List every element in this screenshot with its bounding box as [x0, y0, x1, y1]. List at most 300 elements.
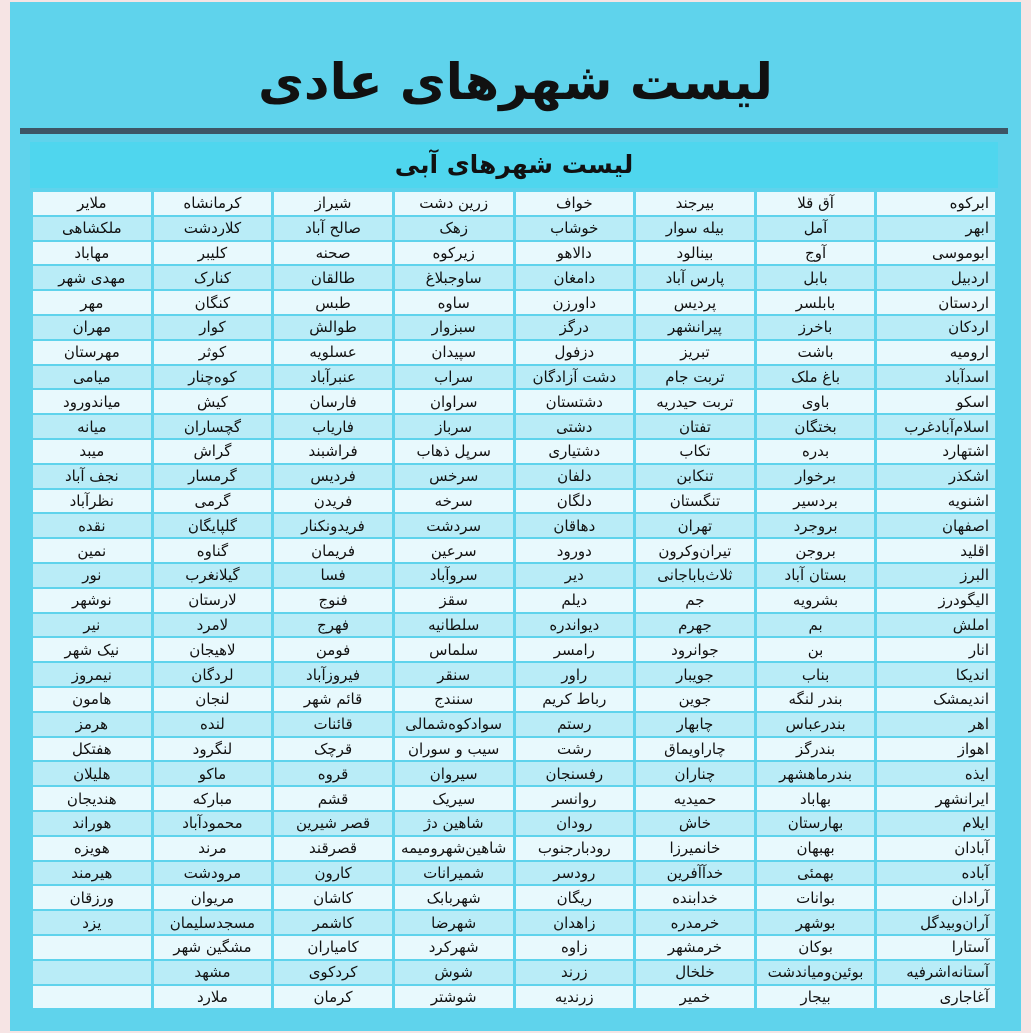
city-cell: زهک	[395, 217, 513, 240]
city-cell: اهر	[877, 713, 995, 736]
city-cell: کیش	[154, 390, 272, 413]
city-cell: هفتکل	[33, 738, 151, 761]
city-cell: تنکابن	[636, 465, 754, 488]
city-cell: مهدی شهر	[33, 266, 151, 289]
city-cell: زرندیه	[516, 986, 634, 1009]
city-cell: دشتستان	[516, 390, 634, 413]
city-cell: خواف	[516, 192, 634, 215]
city-cell: رودان	[516, 812, 634, 835]
city-cell: ارومیه	[877, 341, 995, 364]
city-cell: میانه	[33, 415, 151, 438]
city-cell: ساوه	[395, 291, 513, 314]
city-cell: ثلاث‌باباجانی	[636, 564, 754, 587]
city-cell: کارون	[274, 862, 392, 885]
city-cell: تفتان	[636, 415, 754, 438]
city-cell: شمیرانات	[395, 862, 513, 885]
city-cell: آستانه‌اشرفیه	[877, 961, 995, 984]
table-row	[33, 366, 995, 389]
city-cell: قرچک	[274, 738, 392, 761]
city-cell: میبد	[33, 440, 151, 463]
city-cell: باغ ملک	[757, 366, 875, 389]
city-cell: بینالود	[636, 242, 754, 265]
city-cell: بیرجند	[636, 192, 754, 215]
city-cell: بندرعباس	[757, 713, 875, 736]
city-cell: البرز	[877, 564, 995, 587]
city-cell: سرعین	[395, 539, 513, 562]
city-cell: روانسر	[516, 787, 634, 810]
city-cell: کرمان	[274, 986, 392, 1009]
city-cell: باخرز	[757, 316, 875, 339]
city-cell: ابهر	[877, 217, 995, 240]
city-cell: فارسان	[274, 390, 392, 413]
city-cell: دیواندره	[516, 614, 634, 637]
city-cell: تهران	[636, 514, 754, 537]
city-cell: اسکو	[877, 390, 995, 413]
city-cell: خرمشهر	[636, 936, 754, 959]
table-row	[33, 341, 995, 364]
city-cell: خاش	[636, 812, 754, 835]
city-cell: اقلید	[877, 539, 995, 562]
city-cell: فریدن	[274, 490, 392, 513]
city-cell: تکاب	[636, 440, 754, 463]
city-cell: اردستان	[877, 291, 995, 314]
table-row	[33, 762, 995, 785]
city-cell: بابلسر	[757, 291, 875, 314]
city-cell: باوی	[757, 390, 875, 413]
city-cell: بناب	[757, 663, 875, 686]
city-cell: کوه‌چنار	[154, 366, 272, 389]
city-cell: هیرمند	[33, 862, 151, 885]
city-cell: ساوجبلاغ	[395, 266, 513, 289]
table-row	[33, 266, 995, 289]
city-cell: آران‌وبیدگل	[877, 911, 995, 934]
city-cell: اسلام‌آبادغرب	[877, 415, 995, 438]
city-cell: دالاهو	[516, 242, 634, 265]
table-row	[33, 986, 995, 1009]
city-cell: جوانرود	[636, 638, 754, 661]
city-cell: بوانات	[757, 886, 875, 909]
city-cell: کنارک	[154, 266, 272, 289]
city-cell: اندیکا	[877, 663, 995, 686]
city-cell: بهارستان	[757, 812, 875, 835]
table-row	[33, 564, 995, 587]
table-row	[33, 291, 995, 314]
city-cell: بیجار	[757, 986, 875, 1009]
city-cell: فهرج	[274, 614, 392, 637]
city-cell: خدابنده	[636, 886, 754, 909]
city-cell: سیریک	[395, 787, 513, 810]
city-cell: نجف آباد	[33, 465, 151, 488]
city-cell: اندیمشک	[877, 688, 995, 711]
city-cell: اردبیل	[877, 266, 995, 289]
city-cell: گلپایگان	[154, 514, 272, 537]
city-cell: قروه	[274, 762, 392, 785]
city-cell: اصفهان	[877, 514, 995, 537]
city-cell: پردیس	[636, 291, 754, 314]
city-cell: هوراند	[33, 812, 151, 835]
poster-frame	[10, 2, 1021, 1031]
city-cell: گرمسار	[154, 465, 272, 488]
table-row	[33, 663, 995, 686]
table-row	[33, 837, 995, 860]
city-cell: نیک شهر	[33, 638, 151, 661]
city-cell: کلاردشت	[154, 217, 272, 240]
city-cell: کامیاران	[274, 936, 392, 959]
city-cell: هویزه	[33, 837, 151, 860]
city-cell: رشت	[516, 738, 634, 761]
city-cell: ابوموسی	[877, 242, 995, 265]
city-cell: ماکو	[154, 762, 272, 785]
city-cell: شهرکرد	[395, 936, 513, 959]
city-cell: زرند	[516, 961, 634, 984]
city-cell: فسا	[274, 564, 392, 587]
city-cell: تبریز	[636, 341, 754, 364]
table-row	[33, 316, 995, 339]
city-cell: لنده	[154, 713, 272, 736]
city-cell: کنگان	[154, 291, 272, 314]
city-cell: بم	[757, 614, 875, 637]
section-title: لیست شهرهای آبی	[30, 142, 998, 188]
city-cell: لاهیجان	[154, 638, 272, 661]
city-cell: سبزوار	[395, 316, 513, 339]
city-cell: مهران	[33, 316, 151, 339]
table-row	[33, 738, 995, 761]
city-cell: هامون	[33, 688, 151, 711]
city-cell: مبارکه	[154, 787, 272, 810]
city-cell: هلیلان	[33, 762, 151, 785]
city-cell: سرخس	[395, 465, 513, 488]
city-cell: طبس	[274, 291, 392, 314]
city-cell: نظرآباد	[33, 490, 151, 513]
city-cell: کرمانشاه	[154, 192, 272, 215]
city-cell: فریدونکنار	[274, 514, 392, 537]
city-cell: لردگان	[154, 663, 272, 686]
city-cell: ملایر	[33, 192, 151, 215]
city-cell: سلماس	[395, 638, 513, 661]
city-cell: کوثر	[154, 341, 272, 364]
table-row	[33, 589, 995, 612]
table-row	[33, 862, 995, 885]
city-cell: زرین دشت	[395, 192, 513, 215]
table-row	[33, 911, 995, 934]
city-cell: عنبرآباد	[274, 366, 392, 389]
city-cell: سیروان	[395, 762, 513, 785]
city-cell: میاندورود	[33, 390, 151, 413]
city-cell: تنگستان	[636, 490, 754, 513]
city-cell: بروجرد	[757, 514, 875, 537]
page-title: لیست شهرهای عادی	[258, 53, 773, 111]
city-cell: ایرانشهر	[877, 787, 995, 810]
city-cell: درگز	[516, 316, 634, 339]
city-cell: قصرقند	[274, 837, 392, 860]
city-cell: خدآآفرین	[636, 862, 754, 885]
city-cell: صالح آباد	[274, 217, 392, 240]
city-cell: مرند	[154, 837, 272, 860]
city-cell: مسجدسلیمان	[154, 911, 272, 934]
city-cell: بوشهر	[757, 911, 875, 934]
city-cell: سنقر	[395, 663, 513, 686]
city-cell: فومن	[274, 638, 392, 661]
city-cell: برخوار	[757, 465, 875, 488]
city-cell: محمودآباد	[154, 812, 272, 835]
city-cell: اهواز	[877, 738, 995, 761]
city-cell: طالقان	[274, 266, 392, 289]
city-cell: هرمز	[33, 713, 151, 736]
city-cell: یزد	[33, 911, 151, 934]
city-cell: بابل	[757, 266, 875, 289]
city-cell: اسدآباد	[877, 366, 995, 389]
city-cell: شوش	[395, 961, 513, 984]
city-cell: خانمیرزا	[636, 837, 754, 860]
city-cell: دهاقان	[516, 514, 634, 537]
city-cell: حمیدیه	[636, 787, 754, 810]
city-cell: فیروزآباد	[274, 663, 392, 686]
table-row	[33, 217, 995, 240]
city-cell: بستان آباد	[757, 564, 875, 587]
city-cell: بختگان	[757, 415, 875, 438]
city-cell: مشگین شهر	[154, 936, 272, 959]
city-cell: مریوان	[154, 886, 272, 909]
table-row	[33, 812, 995, 835]
city-cell: پیرانشهر	[636, 316, 754, 339]
city-cell: هندیجان	[33, 787, 151, 810]
table-row	[33, 638, 995, 661]
city-cell: بهبهان	[757, 837, 875, 860]
city-cell: جهرم	[636, 614, 754, 637]
city-cell: گراش	[154, 440, 272, 463]
city-cell: ورزقان	[33, 886, 151, 909]
city-cell: مرودشت	[154, 862, 272, 885]
cities-table	[30, 190, 998, 1010]
table-row	[33, 713, 995, 736]
city-cell: لنجان	[154, 688, 272, 711]
city-cell: بشرویه	[757, 589, 875, 612]
city-cell: دشتی	[516, 415, 634, 438]
city-cell: فاریاب	[274, 415, 392, 438]
city-cell: بندرگز	[757, 738, 875, 761]
table-row	[33, 242, 995, 265]
city-cell: شوشتر	[395, 986, 513, 1009]
city-cell: رستم	[516, 713, 634, 736]
city-cell: سنندج	[395, 688, 513, 711]
table-row	[33, 936, 995, 959]
city-cell: مشهد	[154, 961, 272, 984]
city-cell: سقز	[395, 589, 513, 612]
city-cell: سرباز	[395, 415, 513, 438]
city-cell: بیله سوار	[636, 217, 754, 240]
city-cell: قائم شهر	[274, 688, 392, 711]
city-cell: اردکان	[877, 316, 995, 339]
city-cell: دیلم	[516, 589, 634, 612]
city-cell: آباده	[877, 862, 995, 885]
city-cell: قصر شیرین	[274, 812, 392, 835]
city-cell: زاوه	[516, 936, 634, 959]
table-row	[33, 961, 995, 984]
city-cell: سپیدان	[395, 341, 513, 364]
city-cell: بن	[757, 638, 875, 661]
city-cell: فردیس	[274, 465, 392, 488]
city-cell: جویبار	[636, 663, 754, 686]
city-cell: نیمروز	[33, 663, 151, 686]
city-cell: رفسنجان	[516, 762, 634, 785]
city-cell: بوئین‌ومیاندشت	[757, 961, 875, 984]
table-row	[33, 787, 995, 810]
city-cell: نیر	[33, 614, 151, 637]
city-cell: املش	[877, 614, 995, 637]
city-cell: ریگان	[516, 886, 634, 909]
city-cell: فریمان	[274, 539, 392, 562]
city-cell: زاهدان	[516, 911, 634, 934]
city-cell: دامغان	[516, 266, 634, 289]
city-cell: دلفان	[516, 465, 634, 488]
city-cell: دورود	[516, 539, 634, 562]
city-cell: خمیر	[636, 986, 754, 1009]
city-cell: شاهین‌شهرومیمه	[395, 837, 513, 860]
city-cell: آمل	[757, 217, 875, 240]
table-row	[33, 415, 995, 438]
city-cell: بوکان	[757, 936, 875, 959]
city-cell: آبادان	[877, 837, 995, 860]
city-cell: آوج	[757, 242, 875, 265]
city-cell: تربت حیدریه	[636, 390, 754, 413]
city-cell: سرخه	[395, 490, 513, 513]
city-cell: کردکوی	[274, 961, 392, 984]
city-cell: عسلویه	[274, 341, 392, 364]
city-cell: میامی	[33, 366, 151, 389]
city-cell: مهر	[33, 291, 151, 314]
city-cell: تربت جام	[636, 366, 754, 389]
city-cell: چابهار	[636, 713, 754, 736]
city-cell: جم	[636, 589, 754, 612]
city-cell: خرمدره	[636, 911, 754, 934]
city-cell: سوادکوه‌شمالی	[395, 713, 513, 736]
city-cell: رودبارجنوب	[516, 837, 634, 860]
city-cell: گچساران	[154, 415, 272, 438]
city-cell: رامسر	[516, 638, 634, 661]
city-cell: آستارا	[877, 936, 995, 959]
city-cell: لنگرود	[154, 738, 272, 761]
city-cell: شهرضا	[395, 911, 513, 934]
city-cell: الیگودرز	[877, 589, 995, 612]
city-cell: شاهین دژ	[395, 812, 513, 835]
city-cell: اشتهارد	[877, 440, 995, 463]
city-cell: نور	[33, 564, 151, 587]
city-cell: ملارد	[154, 986, 272, 1009]
city-cell	[33, 936, 151, 959]
city-cell: سروآباد	[395, 564, 513, 587]
city-cell: بدره	[757, 440, 875, 463]
city-cell: تیران‌وکرون	[636, 539, 754, 562]
city-cell: انار	[877, 638, 995, 661]
city-cell: کوار	[154, 316, 272, 339]
city-cell: ملکشاهی	[33, 217, 151, 240]
city-cell: راور	[516, 663, 634, 686]
city-cell: شیراز	[274, 192, 392, 215]
city-cell: ایلام	[877, 812, 995, 835]
table-row	[33, 390, 995, 413]
city-cell: دزفول	[516, 341, 634, 364]
city-cell: بندرماهشهر	[757, 762, 875, 785]
city-cell: سردشت	[395, 514, 513, 537]
city-cell: رودسر	[516, 862, 634, 885]
city-cell: فنوج	[274, 589, 392, 612]
city-cell: داورزن	[516, 291, 634, 314]
city-cell: خوشاب	[516, 217, 634, 240]
city-cell: قشم	[274, 787, 392, 810]
city-cell: بهمئی	[757, 862, 875, 885]
table-row	[33, 192, 995, 215]
city-cell: دشتیاری	[516, 440, 634, 463]
table-row	[33, 465, 995, 488]
city-cell: زیرکوه	[395, 242, 513, 265]
city-cell: اشنویه	[877, 490, 995, 513]
table-row	[33, 490, 995, 513]
city-cell: سراوان	[395, 390, 513, 413]
city-cell: لارستان	[154, 589, 272, 612]
city-cell: سیب و سوران	[395, 738, 513, 761]
city-cell: صحنه	[274, 242, 392, 265]
city-cell: بروجن	[757, 539, 875, 562]
city-cell: چناران	[636, 762, 754, 785]
city-cell: مهرستان	[33, 341, 151, 364]
city-cell: نقده	[33, 514, 151, 537]
table-row	[33, 514, 995, 537]
table-row	[33, 539, 995, 562]
title-divider	[20, 128, 1008, 134]
city-cell	[33, 986, 151, 1009]
city-cell: آغاجاری	[877, 986, 995, 1009]
city-cell: کلیبر	[154, 242, 272, 265]
city-cell: طوالش	[274, 316, 392, 339]
city-cell: نوشهر	[33, 589, 151, 612]
city-cell: باشت	[757, 341, 875, 364]
city-cell: آرادان	[877, 886, 995, 909]
city-cell: ایذه	[877, 762, 995, 785]
city-cell: گناوه	[154, 539, 272, 562]
city-cell: پارس آباد	[636, 266, 754, 289]
city-cell: دشت آزادگان	[516, 366, 634, 389]
city-cell: دیر	[516, 564, 634, 587]
city-cell	[33, 961, 151, 984]
cities-table-body	[33, 192, 995, 1008]
city-cell: بردسیر	[757, 490, 875, 513]
city-cell: قائنات	[274, 713, 392, 736]
city-cell: ابرکوه	[877, 192, 995, 215]
city-cell: گیلانغرب	[154, 564, 272, 587]
city-cell: رباط کریم	[516, 688, 634, 711]
city-cell: خلخال	[636, 961, 754, 984]
city-cell: سرپل ذهاب	[395, 440, 513, 463]
table-row	[33, 440, 995, 463]
city-cell: فراشبند	[274, 440, 392, 463]
city-cell: دلگان	[516, 490, 634, 513]
table-row	[33, 886, 995, 909]
table-row	[33, 688, 995, 711]
city-cell: لامرد	[154, 614, 272, 637]
city-cell: کاشان	[274, 886, 392, 909]
city-cell: سراب	[395, 366, 513, 389]
city-cell: آق قلا	[757, 192, 875, 215]
city-cell: کاشمر	[274, 911, 392, 934]
city-cell: بهاباد	[757, 787, 875, 810]
city-cell: گرمی	[154, 490, 272, 513]
city-cell: اشکذر	[877, 465, 995, 488]
city-cell: بندر لنگه	[757, 688, 875, 711]
city-cell: شهربابک	[395, 886, 513, 909]
table-row	[33, 614, 995, 637]
city-cell: چاراویماق	[636, 738, 754, 761]
city-cell: سلطانیه	[395, 614, 513, 637]
